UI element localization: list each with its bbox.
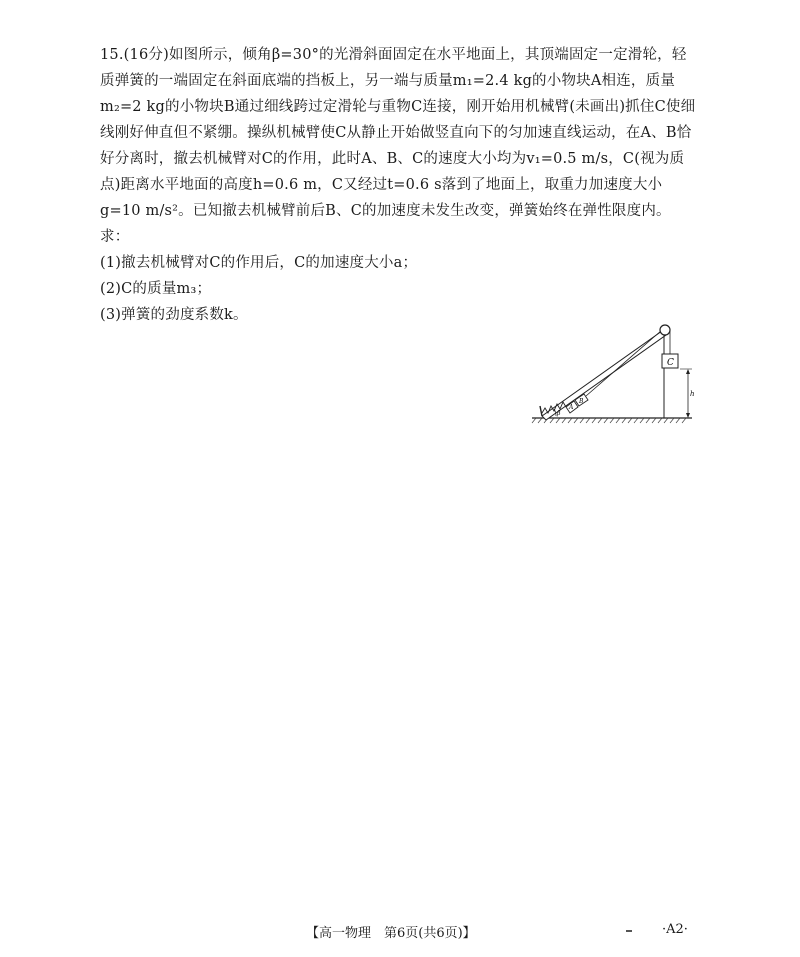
label-A: A: [569, 404, 574, 411]
problem-body: [100, 42, 700, 250]
ground-hatching: [532, 418, 686, 423]
height-arrow-top: [686, 369, 690, 374]
string-incline: [586, 330, 662, 396]
footer-page-info: 【高一物理 第6页(共6页)】: [306, 926, 476, 941]
problem-points: (16分): [123, 47, 169, 63]
label-C: C: [667, 358, 674, 368]
height-arrow-bottom: [686, 413, 690, 418]
label-B: B: [579, 398, 584, 405]
problem-text: 如图所示，倾角β=30°的光滑斜面固定在水平地面上，其顶端固定一定滑轮，轻质弹簧的一端固定在斜面底端的挡板上，另一端与质量m₁=2.4 kg的小物块A相连，质量m₂=2 kg的小物块B通过细线跨过定滑轮与重物C连接，刚开始用机械臂(未画出)抓住C使细线刚好伸直但不紧绷。操纵机械臂使C从静止开始做竖直向下的匀加速直线运动，在A、B恰好分离时，撤去机械臂对C的作用，此时A、B、C的速度大小均为v₁=0.5 m/s，C(视为质点)距离水平地面的高度h=0.6 m，C又经过t=0.6 s落到了地面上，取重力加速度大小g=10 m/s²。已知撤去机械臂前后B、C的加速度未发生改变，弹簧始终在弹性限度内。求：: [100, 47, 696, 245]
problem-15: [100, 42, 700, 328]
pulley-icon: [660, 325, 670, 335]
sub-question-1: (1)撤去机械臂对C的作用后，C的加速度大小a；: [100, 255, 418, 271]
incline-stopper: [540, 406, 542, 416]
page-footer: [0, 922, 800, 942]
footer-version-code: ·A2·: [662, 922, 688, 937]
problem-number: 15.: [100, 47, 124, 63]
footer-dash: [626, 930, 632, 932]
incline-pulley-diagram: [530, 318, 695, 428]
label-h: h: [690, 390, 695, 398]
sub-question-3: (3)弹簧的劲度系数k。: [100, 307, 248, 323]
sub-question-2: (2)C的质量m₃；: [100, 281, 212, 297]
label-beta: β: [557, 410, 561, 417]
